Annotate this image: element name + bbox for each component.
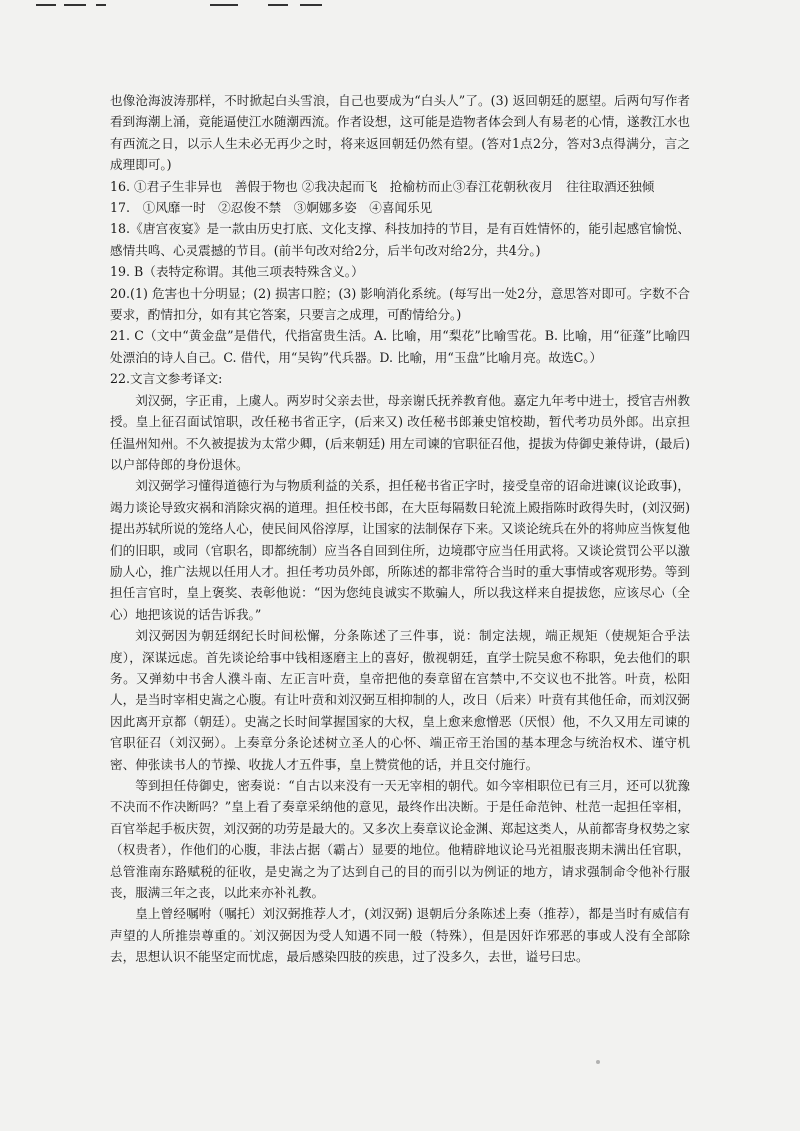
- translation-paragraph-1: 刘汉弼，字正甫，上虞人。两岁时父亲去世，母亲谢氏抚养教育他。嘉定九年考中进士，授官吉州教授。皇上征召面试馆职，改任秘书省正字，(后来又) 改任秘书郎兼史馆校勘，暂代考功员外郎。出京担任温州知州。不久被提拔为太常少卿，(后来朝廷) 用左司谏的官职征召他，提拔为侍御史兼侍讲，(最后) 以户部侍郎的身份退休。: [110, 392, 691, 472]
- translation-paragraph-3: 刘汉弼因为朝廷纲纪长时间松懈，分条陈述了三件事，说：制定法规，端正规矩（使规矩合乎法度），深谋远虑。首先谈论给事中钱相逐磨主上的喜好，傲视朝廷，直学士院吴愈不称职，免去他们的职务。又弹劾中书舍人濮斗南、左正言叶贲，皇帝把他的奏章留在宫禁中,不交议也不批答。叶贲，松阳人，是当时宰相史嵩之心腹。有让叶贲和刘汉弼互相抑制的人，改日（后来）叶贲有其他任命，而刘汉弼因此离开京都（朝廷）。史嵩之长时间掌握国家的大权，皇上愈来愈憎恶（厌恨）他，不久又用左司谏的官职征召（刘汉弼）。上奏章分条论述树立圣人的心怀、端正帝王治国的基本理念与统治权术、谨守机密、伸张读书人的节操、收拢人才五件事，皇上赞赏他的话，并且交付施行。: [110, 628, 690, 772]
- answer-21: 21. C（文中“黄金盘”是借代，代指富贵生活。A. 比喻，用“梨花”比喻雪花。B. 比喻，用“征蓬”比喻四处漂泊的诗人自己。C. 借代，用“吴钩”代兵器。D. 比喻，用“玉盘”比喻月亮。故选C。）: [110, 328, 690, 365]
- answer-17: 17. ①风靡一时 ②忍俊不禁 ③婀娜多姿 ④喜闻乐见: [110, 200, 433, 216]
- scan-edge-marks: [0, 0, 800, 14]
- translation-paragraph-2: 刘汉弼学习懂得道德行为与物质利益的关系，担任秘书省正字时，接受皇帝的诏命进谏(议论政事)，竭力谈论导致灾祸和消除灾祸的道理。担任校书郎，在大臣每隔数日轮流上殿指陈时政得失时，(刘汉弼) 提出苏轼所说的笼络人心，使民间风俗淳厚，让国家的法制保存下来。又谈论统兵在外的将帅应当恢复他们的旧职，或同（官职名，即都统制）应当各自回到住所，边境郡守应当任用武将。又谈论赏罚公平以激励人心，推广法规以任用人才。担任考功员外郎，所陈述的都非常符合当时的重大事情或客观形势。等到担任言官时，皇上褒奖、表彰他说：“因为您纯良诚实不欺骗人，所以我这样来自提拔您，应该尽心（全心）地把该说的话告诉我。”: [110, 478, 690, 622]
- answer-22-title: 22.文言文参考译文:: [110, 371, 223, 387]
- answer-key-page: [110, 90, 690, 968]
- scan-speckle: [596, 1060, 600, 1064]
- paragraph-continued: 也像沧海波涛那样，不时掀起白头雪浪，自己也要成为“白头人”了。(3) 返回朝廷的愿望。后两句写作者看到海潮上涌，竟能逼使江水随潮西流。作者设想，这可能是造物者体会到人有易老的心情，遂教江水也有西流之日，以示人生未必无再少之时，将来返回朝廷仍然有望。(答对1点2分，答对3点得满分，言之成理即可。): [110, 93, 690, 173]
- answer-18: 18.《唐宫夜宴》是一款由历史打底、文化支撑、科技加持的节目，是有百姓情怀的，能引起感官愉悦、感情共鸣、心灵震撼的节目。(前半句改对给2分，后半句改对给2分，共4分。): [110, 221, 690, 258]
- answer-16: 16. ①君子生非异也 善假于物也 ②我决起而飞 抢榆枋而止③春江花朝秋夜月 往往取酒还独倾: [110, 178, 655, 194]
- answer-20: 20.(1) 危害也十分明显；(2) 损害口腔；(3) 影响消化系统。(每写出一处2分，意思答对即可。字数不合要求，酌情扣分，如有其它答案，只要言之成理，可酌情给分。): [110, 285, 690, 323]
- translation-paragraph-4: 等到担任侍御史，密奏说：“自古以来没有一天无宰相的朝代。如今宰相职位已有三月，还可以犹豫不决而不作决断吗？”皇上看了奏章采纳他的意见，最终作出决断。于是任命范钟、杜范一起担任宰相，百官举起手板庆贺，刘汉弼的功劳是最大的。又多次上奏章议论金渊、郑起这类人，从前都寄身权势之家（权贵者），作他们的心腹，非法占据（霸占）显要的地位。他精辟地议论马光祖服丧期未满出任官职，总管淮南东路赋税的征收，是史嵩之为了达到自己的目的而引以为例证的地方，请求强制命令他补行服丧，服满三年之丧，以此来亦补礼教。: [110, 778, 690, 901]
- translation-paragraph-5: 皇上曾经嘱咐（嘱托）刘汉弼推荐人才，(刘汉弼) 退朝后分条陈述上奏（推荐），都是当时有威信有声望的人所推崇尊重的。刘汉弼因为受人知遇不同一般（特殊），但是因奸诈邪恶的事或人没有全部除去，思想认识不能坚定而忧虑，最后感染四肢的疾患，过了没多久，去世，谥号曰忠。: [110, 906, 690, 965]
- answer-19: 19. B（表特定称谓。其他三项表特殊含义。）: [110, 264, 364, 280]
